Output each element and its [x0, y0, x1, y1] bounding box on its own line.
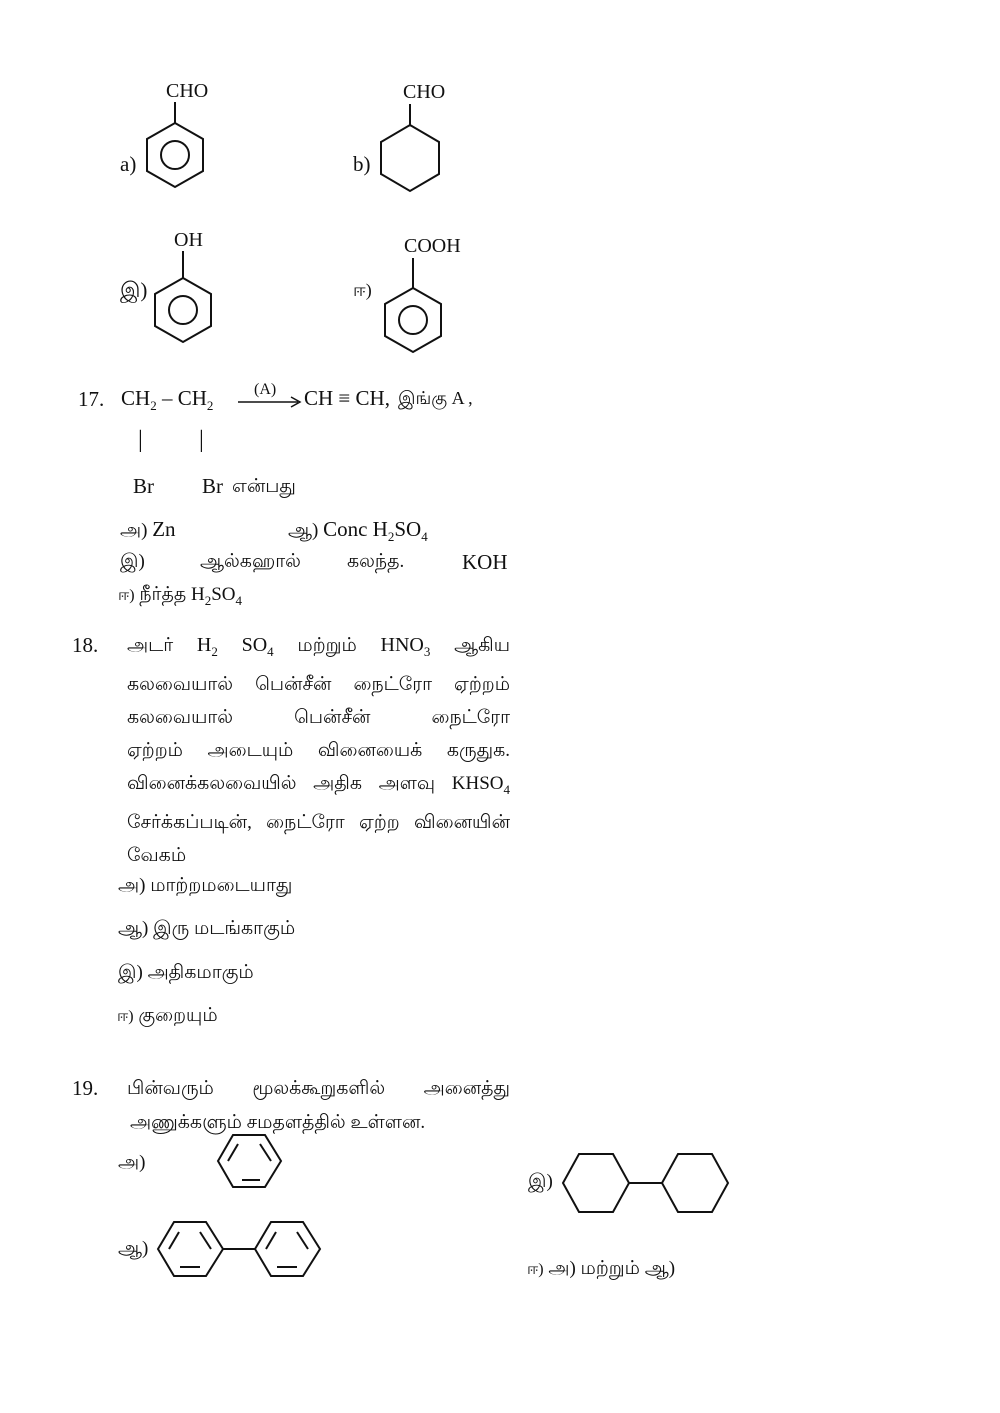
option-text: SO	[394, 517, 422, 541]
text-line	[127, 629, 510, 668]
option-label: ஈ)	[117, 1008, 134, 1025]
question-tail-2: என்பது	[232, 476, 296, 497]
option-label: இ)	[120, 278, 148, 302]
question-tail: இங்கு A ,	[398, 388, 473, 408]
option-text: நீர்த்த H	[139, 584, 205, 605]
q19-option-d	[527, 1258, 675, 1282]
option-label: ஈ)	[527, 1261, 544, 1278]
text-line: வேகம்	[127, 845, 187, 866]
text-line: கலவையால் பென்சீன் நைட்ரோ ஏற்றம்	[127, 674, 510, 695]
option-label: ஈ)	[353, 280, 372, 300]
text: வினைக்கலவையில் அதிக அளவு KHSO	[127, 773, 504, 794]
subscript: 2	[204, 593, 212, 608]
q17-option-b	[288, 517, 428, 545]
option-word: ஆல்கஹால்	[200, 551, 301, 572]
bond-mark: |	[138, 427, 143, 453]
option-label: இ)	[528, 1171, 553, 1192]
q18-option-c	[118, 962, 254, 986]
question-number: 17.	[78, 387, 105, 411]
text-line: கலவையால் பென்சீன் நைட்ரோ	[127, 707, 510, 728]
option-label: ஆ)	[288, 520, 319, 541]
word: மற்றும்	[297, 635, 357, 656]
bond-dash: –	[161, 386, 173, 410]
option-label: ஈ)	[118, 587, 135, 604]
option-text: இரு மடங்காகும்	[153, 918, 296, 939]
text-line: ஏற்றம் அடையும் வினையைக் கருதுக.	[127, 740, 510, 761]
word: ஆகிய	[454, 635, 511, 656]
option-label: அ)	[118, 1152, 146, 1173]
option-label: ஆ)	[118, 1238, 149, 1259]
q17-option-d	[118, 584, 242, 609]
subscript: 2	[206, 398, 214, 413]
question-text	[127, 629, 510, 872]
arrow-label: (A)	[254, 381, 277, 398]
question-number: 19.	[72, 1076, 99, 1100]
subscript: 2	[211, 644, 218, 659]
text-line: பின்வரும் மூலக்கூறுகளில் அனைத்து	[127, 1078, 510, 1099]
text-line	[127, 767, 510, 806]
subscript: 3	[423, 644, 431, 659]
benzene-structure	[212, 1130, 292, 1200]
functional-group-label: CHO	[403, 81, 446, 103]
option-text: மாற்றமடையாது	[150, 875, 293, 896]
reactant-ch2-right: CH	[177, 386, 207, 410]
text-line: சேர்க்கப்படின், நைட்ரோ ஏற்ற வினையின்	[127, 812, 510, 833]
biphenyl-structure	[155, 1216, 335, 1286]
q18-option-a	[118, 875, 292, 899]
bicyclohexyl-structure	[560, 1148, 740, 1220]
reaction-arrow-icon	[238, 396, 304, 408]
option-word: KOH	[462, 550, 508, 574]
option-label: b)	[353, 152, 371, 176]
formula: HNO	[380, 634, 424, 656]
option-text: குறையும்	[138, 1005, 218, 1026]
bromine-1: Br	[133, 474, 154, 498]
option-text: அ) மற்றும் ஆ)	[548, 1258, 676, 1279]
functional-group-label: CHO	[166, 80, 209, 102]
option-label: a)	[120, 152, 137, 176]
q18-option-b	[118, 918, 295, 942]
reactant-ch2-left: CH	[121, 386, 151, 410]
question-text	[127, 1072, 510, 1105]
bond-mark: |	[199, 427, 204, 453]
product: CH ≡ CH,	[304, 386, 390, 410]
option-label: இ)	[118, 962, 143, 983]
option-label: ஆ)	[118, 918, 149, 939]
option-text: Zn	[152, 517, 176, 541]
option-label: இ)	[120, 551, 145, 572]
functional-group-label: COOH	[404, 235, 461, 257]
subscript: 4	[421, 529, 428, 544]
subscript: 2	[150, 398, 157, 413]
option-label: அ)	[120, 520, 148, 541]
subscript: 4	[235, 593, 242, 608]
benzaldehyde-structure	[140, 78, 220, 198]
q17-option-c	[120, 551, 514, 575]
benzoic-acid-structure	[378, 230, 478, 360]
option-text: SO	[211, 584, 236, 605]
bromine-2: Br	[202, 474, 223, 498]
question-number: 18.	[72, 633, 99, 657]
option-text: Conc H	[323, 517, 388, 541]
option-word: கலந்த.	[347, 551, 405, 572]
functional-group-label: OH	[174, 229, 203, 251]
formula: H	[196, 634, 212, 656]
subscript: 4	[267, 644, 274, 659]
subscript: 4	[503, 782, 510, 797]
option-label: அ)	[118, 875, 146, 896]
option-text: அதிகமாகும்	[147, 962, 254, 983]
subscript: 2	[387, 529, 395, 544]
word: அடர்	[127, 635, 174, 656]
question-text-line-2: அணுக்களும் சமதளத்தில் உள்ளன.	[130, 1112, 426, 1133]
q17-option-a	[120, 517, 176, 544]
q18-option-d	[117, 1005, 218, 1029]
formula: SO	[241, 634, 268, 656]
reaction-equation	[121, 386, 213, 414]
phenol-structure	[148, 226, 228, 351]
cyclohexanecarbaldehyde-structure	[375, 78, 465, 198]
